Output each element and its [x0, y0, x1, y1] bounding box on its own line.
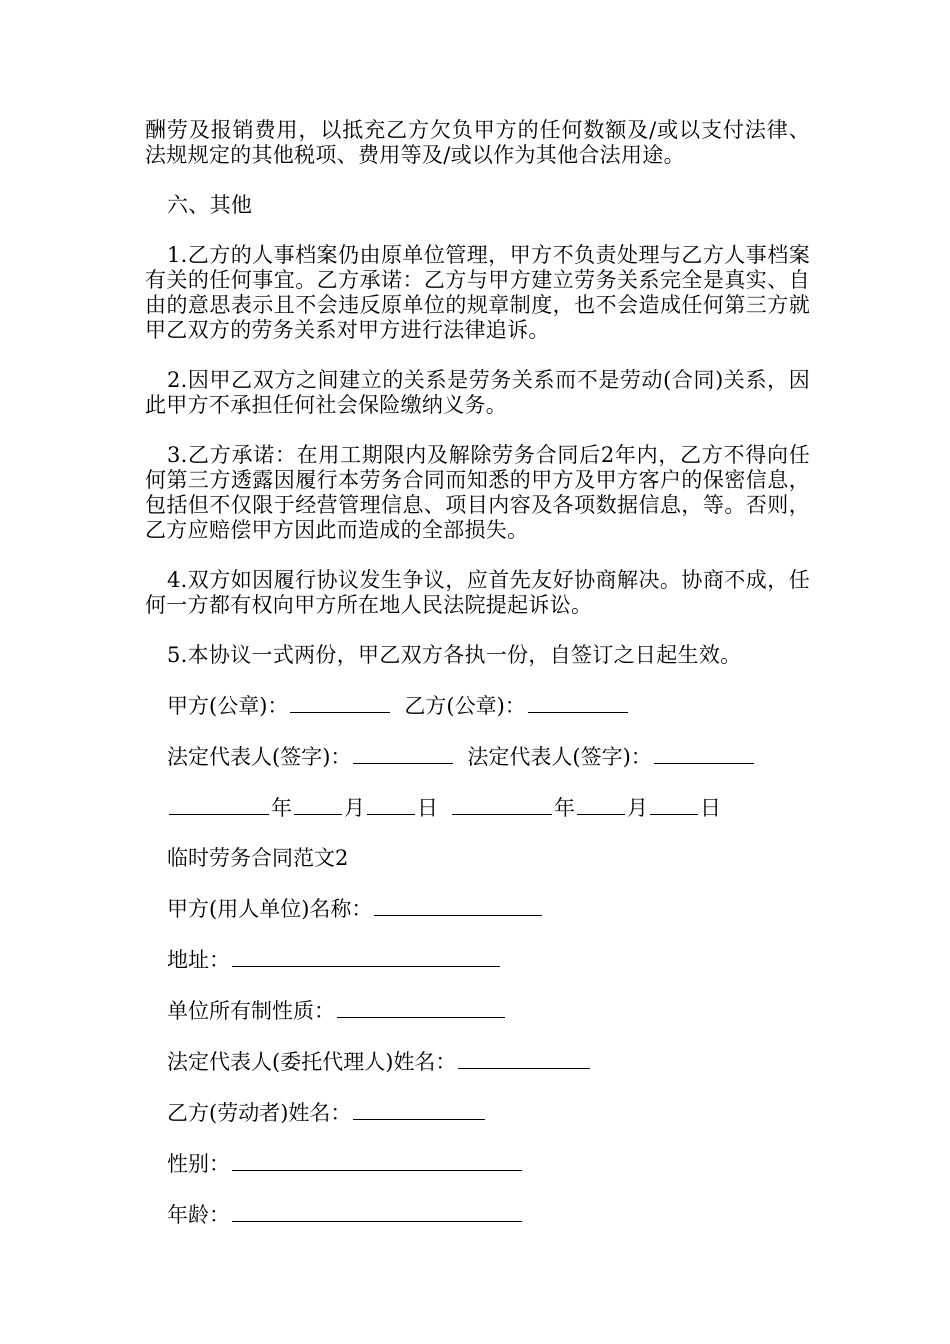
worker-name-blank[interactable]: [353, 1100, 485, 1120]
day-a-blank[interactable]: [367, 795, 415, 815]
year-b-label: 年: [554, 796, 575, 820]
document-page: [145, 118, 810, 1253]
ownership-label: 单位所有制性质：: [167, 999, 335, 1023]
ownership-line: [145, 998, 810, 1024]
section-heading-other: 六、其他: [167, 193, 253, 217]
age-blank[interactable]: [232, 1202, 522, 1222]
legal-rep-name-blank[interactable]: [458, 1049, 590, 1069]
month-b-blank[interactable]: [577, 795, 625, 815]
legal-rep-a-label: 法定代表人(签字)：: [167, 745, 352, 769]
month-b-label: 月: [627, 796, 648, 820]
date-line: [145, 795, 810, 821]
gender-blank[interactable]: [232, 1151, 522, 1171]
legal-rep-name-label: 法定代表人(委托代理人)姓名：: [167, 1050, 457, 1074]
worker-name-line: [145, 1100, 810, 1126]
clause-3: 3.乙方承诺：在用工期限内及解除劳务合同后2年内，乙方不得向任何第三方透露因履行本劳务合同而知悉的甲方及甲方客户的保密信息，包括但不仅限于经营管理信息、项目内容及各项数据信息，等。否则，乙方应赔偿甲方因此而造成的全部损失。: [145, 443, 810, 542]
ownership-blank[interactable]: [337, 998, 505, 1018]
clause-1: 1.乙方的人事档案仍由原单位管理，甲方不负责处理与乙方人事档案有关的任何事宜。乙方承诺：乙方与甲方建立劳务关系完全是真实、自由的意思表示且不会违反原单位的规章制度，也不会造成任何第三方就甲乙双方的劳务关系对甲方进行法律追诉。: [145, 243, 810, 342]
year-a-label: 年: [271, 796, 292, 820]
address-blank[interactable]: [232, 947, 500, 967]
day-a-label: 日: [417, 796, 438, 820]
template2-title-text: 临时劳务合同范文2: [167, 846, 349, 870]
party-b-seal-label: 乙方(公章)：: [404, 694, 526, 718]
month-a-blank[interactable]: [294, 795, 342, 815]
day-b-label: 日: [700, 796, 721, 820]
legal-rep-b-blank[interactable]: [654, 744, 754, 764]
clause-5: 5.本协议一式两份，甲乙双方各执一份，自签订之日起生效。: [167, 643, 742, 667]
clause-2: 2.因甲乙双方之间建立的关系是劳务关系而不是劳动(合同)关系，因此甲方不承担任何社会保险缴纳义务。: [145, 368, 810, 417]
template2-title: [145, 846, 810, 871]
legal-rep-a-blank[interactable]: [353, 744, 453, 764]
address-label: 地址：: [167, 948, 230, 972]
employer-name-label: 甲方(用人单位)名称：: [167, 897, 373, 921]
paragraph-continuation: 酬劳及报销费用，以抵充乙方欠负甲方的任何数额及/或以支付法律、法规规定的其他税项、费用等及/或以作为其他合法用途。: [145, 118, 810, 167]
month-a-label: 月: [344, 796, 365, 820]
legal-rep-line: [145, 744, 810, 770]
worker-name-label: 乙方(劳动者)姓名：: [167, 1101, 352, 1125]
age-line: [145, 1202, 810, 1228]
seal-line: [145, 693, 810, 719]
party-a-seal-blank[interactable]: [290, 693, 390, 713]
gender-line: [145, 1151, 810, 1177]
employer-name-blank[interactable]: [374, 896, 542, 916]
legal-rep-b-label: 法定代表人(签字)：: [467, 745, 652, 769]
year-b-blank[interactable]: [452, 795, 552, 815]
age-label: 年龄：: [167, 1203, 230, 1227]
employer-name-line: [145, 896, 810, 922]
clause-4: 4.双方如因履行协议发生争议，应首先友好协商解决。协商不成，任何一方都有权向甲方所在地人民法院提起诉讼。: [145, 568, 810, 617]
party-a-seal-label: 甲方(公章)：: [167, 694, 289, 718]
address-line: [145, 947, 810, 973]
year-a-blank[interactable]: [169, 795, 269, 815]
day-b-blank[interactable]: [650, 795, 698, 815]
legal-rep-name-line: [145, 1049, 810, 1075]
gender-label: 性别：: [167, 1152, 230, 1176]
party-b-seal-blank[interactable]: [528, 693, 628, 713]
